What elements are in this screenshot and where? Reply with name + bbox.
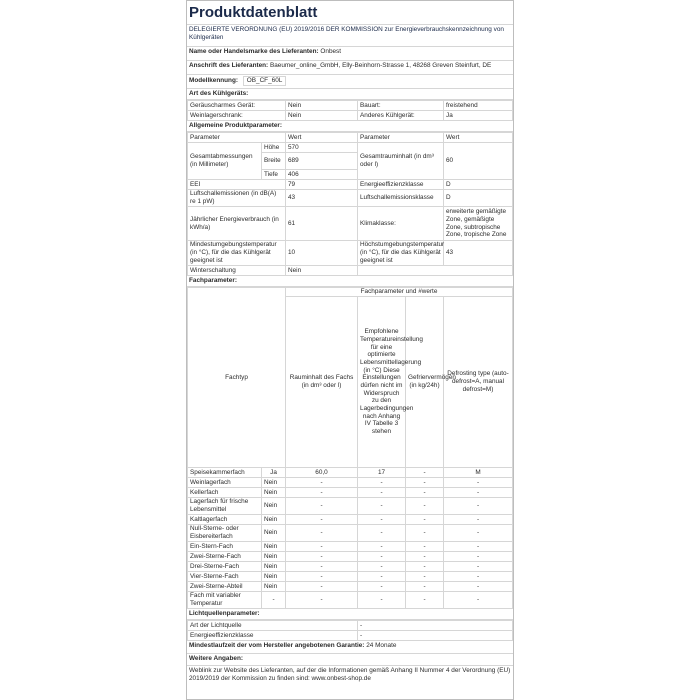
- supplier-label: Name oder Handelsmarke des Lieferanten:: [189, 48, 319, 55]
- general-parameters-heading: Allgemeine Produktparameter:: [187, 121, 513, 132]
- general-parameters-table: [187, 132, 513, 276]
- further-info-text: Weblink zur Website des Lieferanten, auf der die Informationen gemäß Anhang II Nummer 4 der Verordnung (EU) 2019/2019 der Kommission zu finden sind: www.onbest-shop.de: [189, 667, 511, 682]
- model-row: [187, 75, 513, 89]
- col-compartment-type: Fachtyp: [188, 288, 286, 468]
- table-row: [188, 288, 513, 297]
- table-row: Gesamtabmessungen (in Millimeter) Höhe 570 Gesamtrauminhalt (in dm³ oder l) 60: [188, 143, 513, 153]
- regulation-intro: DELEGIERTE VERORDNUNG (EU) 2019/2016 DER KOMMISSION zur Energieverbrauchskennzeichnung von Kühlgeräten: [187, 25, 513, 47]
- total-volume-label: Gesamtrauminhalt (in dm³ oder l): [358, 143, 444, 180]
- total-volume-value: 60: [444, 143, 513, 180]
- model-label: Modellkennung:: [189, 77, 238, 84]
- table-row: Tiefe 406: [188, 170, 513, 180]
- col-freezing-capacity: Gefriervermögen (in kg/24h): [406, 297, 444, 468]
- compartment-parameters-heading: Fachparameter:: [187, 276, 513, 287]
- dimensions-label: Gesamtabmessungen (in Millimeter): [188, 143, 262, 180]
- warranty-row: [187, 641, 513, 654]
- table-row: Vier-Sterne-Fach Nein - - - -: [188, 572, 513, 582]
- address-label: Anschrift des Lieferanten:: [189, 62, 269, 69]
- light-source-table: [187, 620, 513, 641]
- table-row: Kellerfach Nein - - - -: [188, 488, 513, 498]
- table-row: Zwei-Sterne-Abteil Nein - - - -: [188, 582, 513, 592]
- product-data-sheet: [186, 0, 514, 700]
- table-row: Weinlagerschrank: Nein Anderes Kühlgerät: Ja: [188, 111, 513, 121]
- supplier-row: [187, 47, 513, 61]
- table-row: Parameter Wert Parameter Wert: [188, 133, 513, 143]
- page-title: Produktdatenblatt: [187, 1, 513, 25]
- warranty-value: 24 Monate: [366, 642, 397, 649]
- appliance-type-table: [187, 100, 513, 121]
- table-row: Null-Sterne- oder Eisbereiterfach Nein - - - -: [188, 525, 513, 542]
- table-row: Energieeffizienzklasse -: [188, 631, 513, 641]
- table-row: Ein-Stern-Fach Nein - - - -: [188, 542, 513, 552]
- supplier-value: Onbest: [320, 48, 342, 55]
- table-row: Mindestumgebungstemperatur (in °C), für die das Kühlgerät geeignet ist 10 Höchstumgebungstemperatur (in °C), für die das Kühlgerät geeignet ist 43: [188, 241, 513, 266]
- further-info-heading: Weitere Angaben:: [187, 654, 513, 666]
- address-row: [187, 61, 513, 75]
- col-volume: Rauminhalt des Fachs (in dm³ oder l): [286, 297, 358, 468]
- table-row: Fach mit variabler Temperatur - - - - -: [188, 592, 513, 609]
- table-row: Drei-Sterne-Fach Nein - - - -: [188, 562, 513, 572]
- group-header: Fachparameter und #werte: [286, 288, 513, 297]
- table-row: Breite 689: [188, 153, 513, 170]
- table-row: Zwei-Sterne-Fach Nein - - - -: [188, 552, 513, 562]
- table-row: Lagerfach für frische Lebensmittel Nein - - - -: [188, 498, 513, 515]
- table-row: Jährlicher Energieverbrauch (in kWh/a) 61 Klimaklasse: erweiterte gemäßigte Zone, gemäßigte Zone, subtropische Zone, tropische Zone: [188, 207, 513, 241]
- compartment-table: [187, 287, 513, 609]
- warranty-label: Mindestlaufzeit der vom Hersteller angebotenen Garantie:: [189, 642, 365, 649]
- appliance-type-heading: Art des Kühlgeräts:: [187, 89, 513, 100]
- table-row: Winterschaltung Nein: [188, 266, 513, 276]
- table-row: Kaltlagerfach Nein - - - -: [188, 515, 513, 525]
- table-row: EEI 79 Energieeffizienzklasse D: [188, 180, 513, 190]
- light-source-heading: Lichtquellenparameter:: [187, 609, 513, 620]
- address-value: Baeumer_online_GmbH, Elly-Beinhorn-Strasse 1, 48268 Greven Steinfurt, DE: [269, 62, 492, 69]
- col-temperature: Empfohlene Temperatureinstellung für eine optimierte Lebensmittellagerung (in °C) Diese Einstellungen dürfen nicht im Widerspruch zu den Lagerbedingungen nach Anhang IV Tabelle 3 stehen: [358, 297, 406, 468]
- col-defrost-type: Defrosting type (auto-defrost=A, manual defrost=M): [444, 297, 513, 468]
- table-row: Weinlagerfach Nein - - - -: [188, 478, 513, 488]
- table-row: Luftschallemissionen (in dB(A) re 1 pW) 43 Luftschallemissionsklasse D: [188, 190, 513, 207]
- model-value: OB_CF_60L: [243, 76, 287, 86]
- table-row: Art der Lichtquelle -: [188, 621, 513, 631]
- table-row: Speisekammerfach Ja 60,0 17 - M: [188, 468, 513, 478]
- table-row: Geräuscharmes Gerät: Nein Bauart: freistehend: [188, 101, 513, 111]
